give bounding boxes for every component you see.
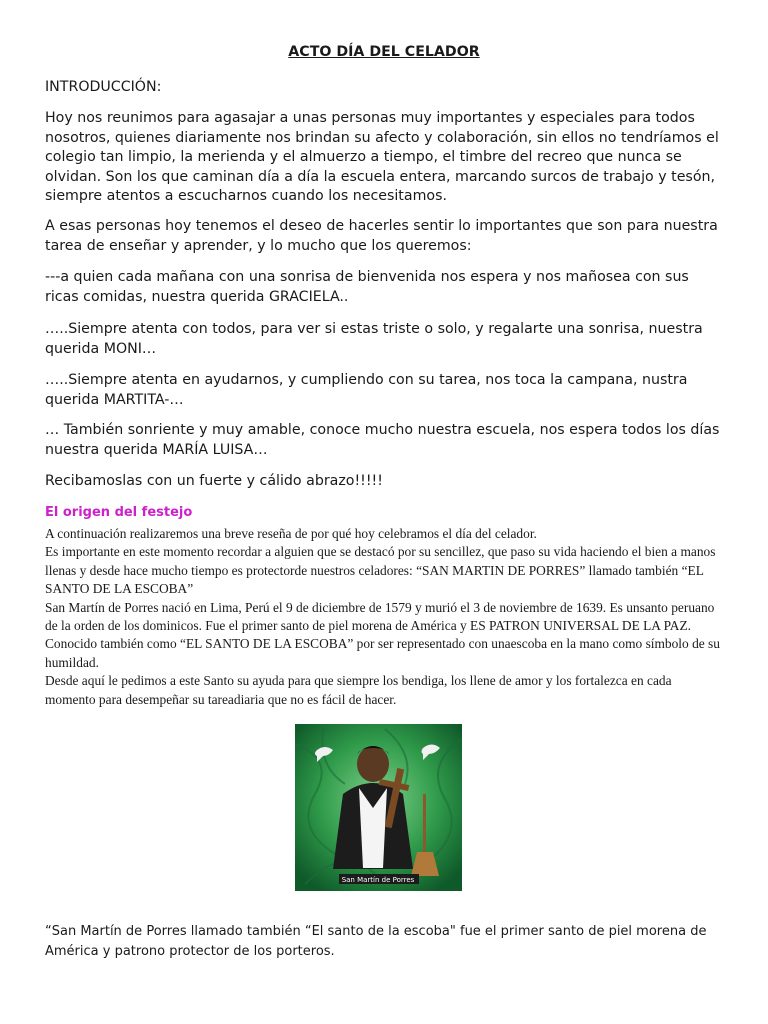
section-paragraph: Desde aquí le pedimos a este Santo su ayuda para que siempre los bendiga, los llene de amor y los fortalezca en cada momento para desempeñar su tareadiaria que no es fácil de hacer. [45,673,672,707]
maria-luisa-paragraph: … También sonriente y muy amable, conoce mucho nuestra escuela, nos espera todos los días nuestra querida MARÍA LUISA… [45,422,720,458]
importance-paragraph: A esas personas hoy tenemos el deseo de hacerles sentir lo importantes que son para nuestra tarea de enseñar y aprender, y lo mucho que los queremos: [45,218,718,254]
intro-heading: INTRODUCCIÓN: [45,79,162,95]
section-heading: El origen del festejo [45,505,193,520]
broom-icon [423,794,426,854]
section-paragraph: San Martín de Porres nació en Lima, Perú el 9 de diciembre de 1579 y murió el 3 de noviembre de 1639. Es unsanto peruano de la orden de los dominicos. Fue el primer santo de piel morena de América y ES PATRON UNIVERSAL DE LA PAZ. Conocido también como “EL SANTO DE LA ESCOBA” por ser representado con unaescoba en la mano como símbolo de su humildad. [45,599,720,670]
saint-illustration-svg [295,724,462,891]
section-paragraph: Es importante en este momento recordar a alguien que se destacó por su sencillez, que paso su vida haciendo el bien a manos llenas y desde hace mucho tiempo es protectorde nuestros celadores: “SAN MARTIN DE PORRES” llamado también “EL SANTO DE LA ESCOBA” [45,544,716,597]
moni-paragraph: …..Siempre atenta con todos, para ver si estas triste o solo, y regalarte una sonrisa, nuestra querida MONI… [45,321,703,357]
graciela-paragraph: ---a quien cada mañana con una sonrisa de bienvenida nos espera y nos mañosea con sus ricas comidas, nuestra querida GRACIELA.. [45,269,689,305]
intro-paragraph: Hoy nos reunimos para agasajar a unas personas muy importantes y especiales para todos nosotros, quienes diariamente nos brindan su afecto y colaboración, sin ellos no tendríamos el colegio tan limpio, la merienda y el almuerzo a tiempo, el timbre del recreo que nunca se olvidan. Son los que caminan día a día la escuela entera, marcando surcos de trabajo y tesón, siempre atentos a escucharnos cuando los necesitamos. [45,110,719,204]
face-icon [357,746,389,782]
closing-greeting: Recibamoslas con un fuerte y cálido abrazo!!!!! [45,473,383,489]
saint-illustration [295,724,462,891]
section-paragraph: A continuación realizaremos una breve reseña de por qué hoy celebramos el día del celador. [45,526,537,541]
closing-paragraph: “San Martín de Porres llamado también “El santo de la escoba" fue el primer santo de piel morena de América y patrono protector de los porteros. [45,924,707,959]
section-body [45,525,725,709]
martita-paragraph: …..Siempre atenta en ayudarnos, y cumpliendo con su tarea, nos toca la campana, nustra querida MARTITA-… [45,372,688,408]
document-title: ACTO DÍA DEL CELADOR [288,44,480,60]
image-caption: San Martín de Porres [341,876,415,884]
